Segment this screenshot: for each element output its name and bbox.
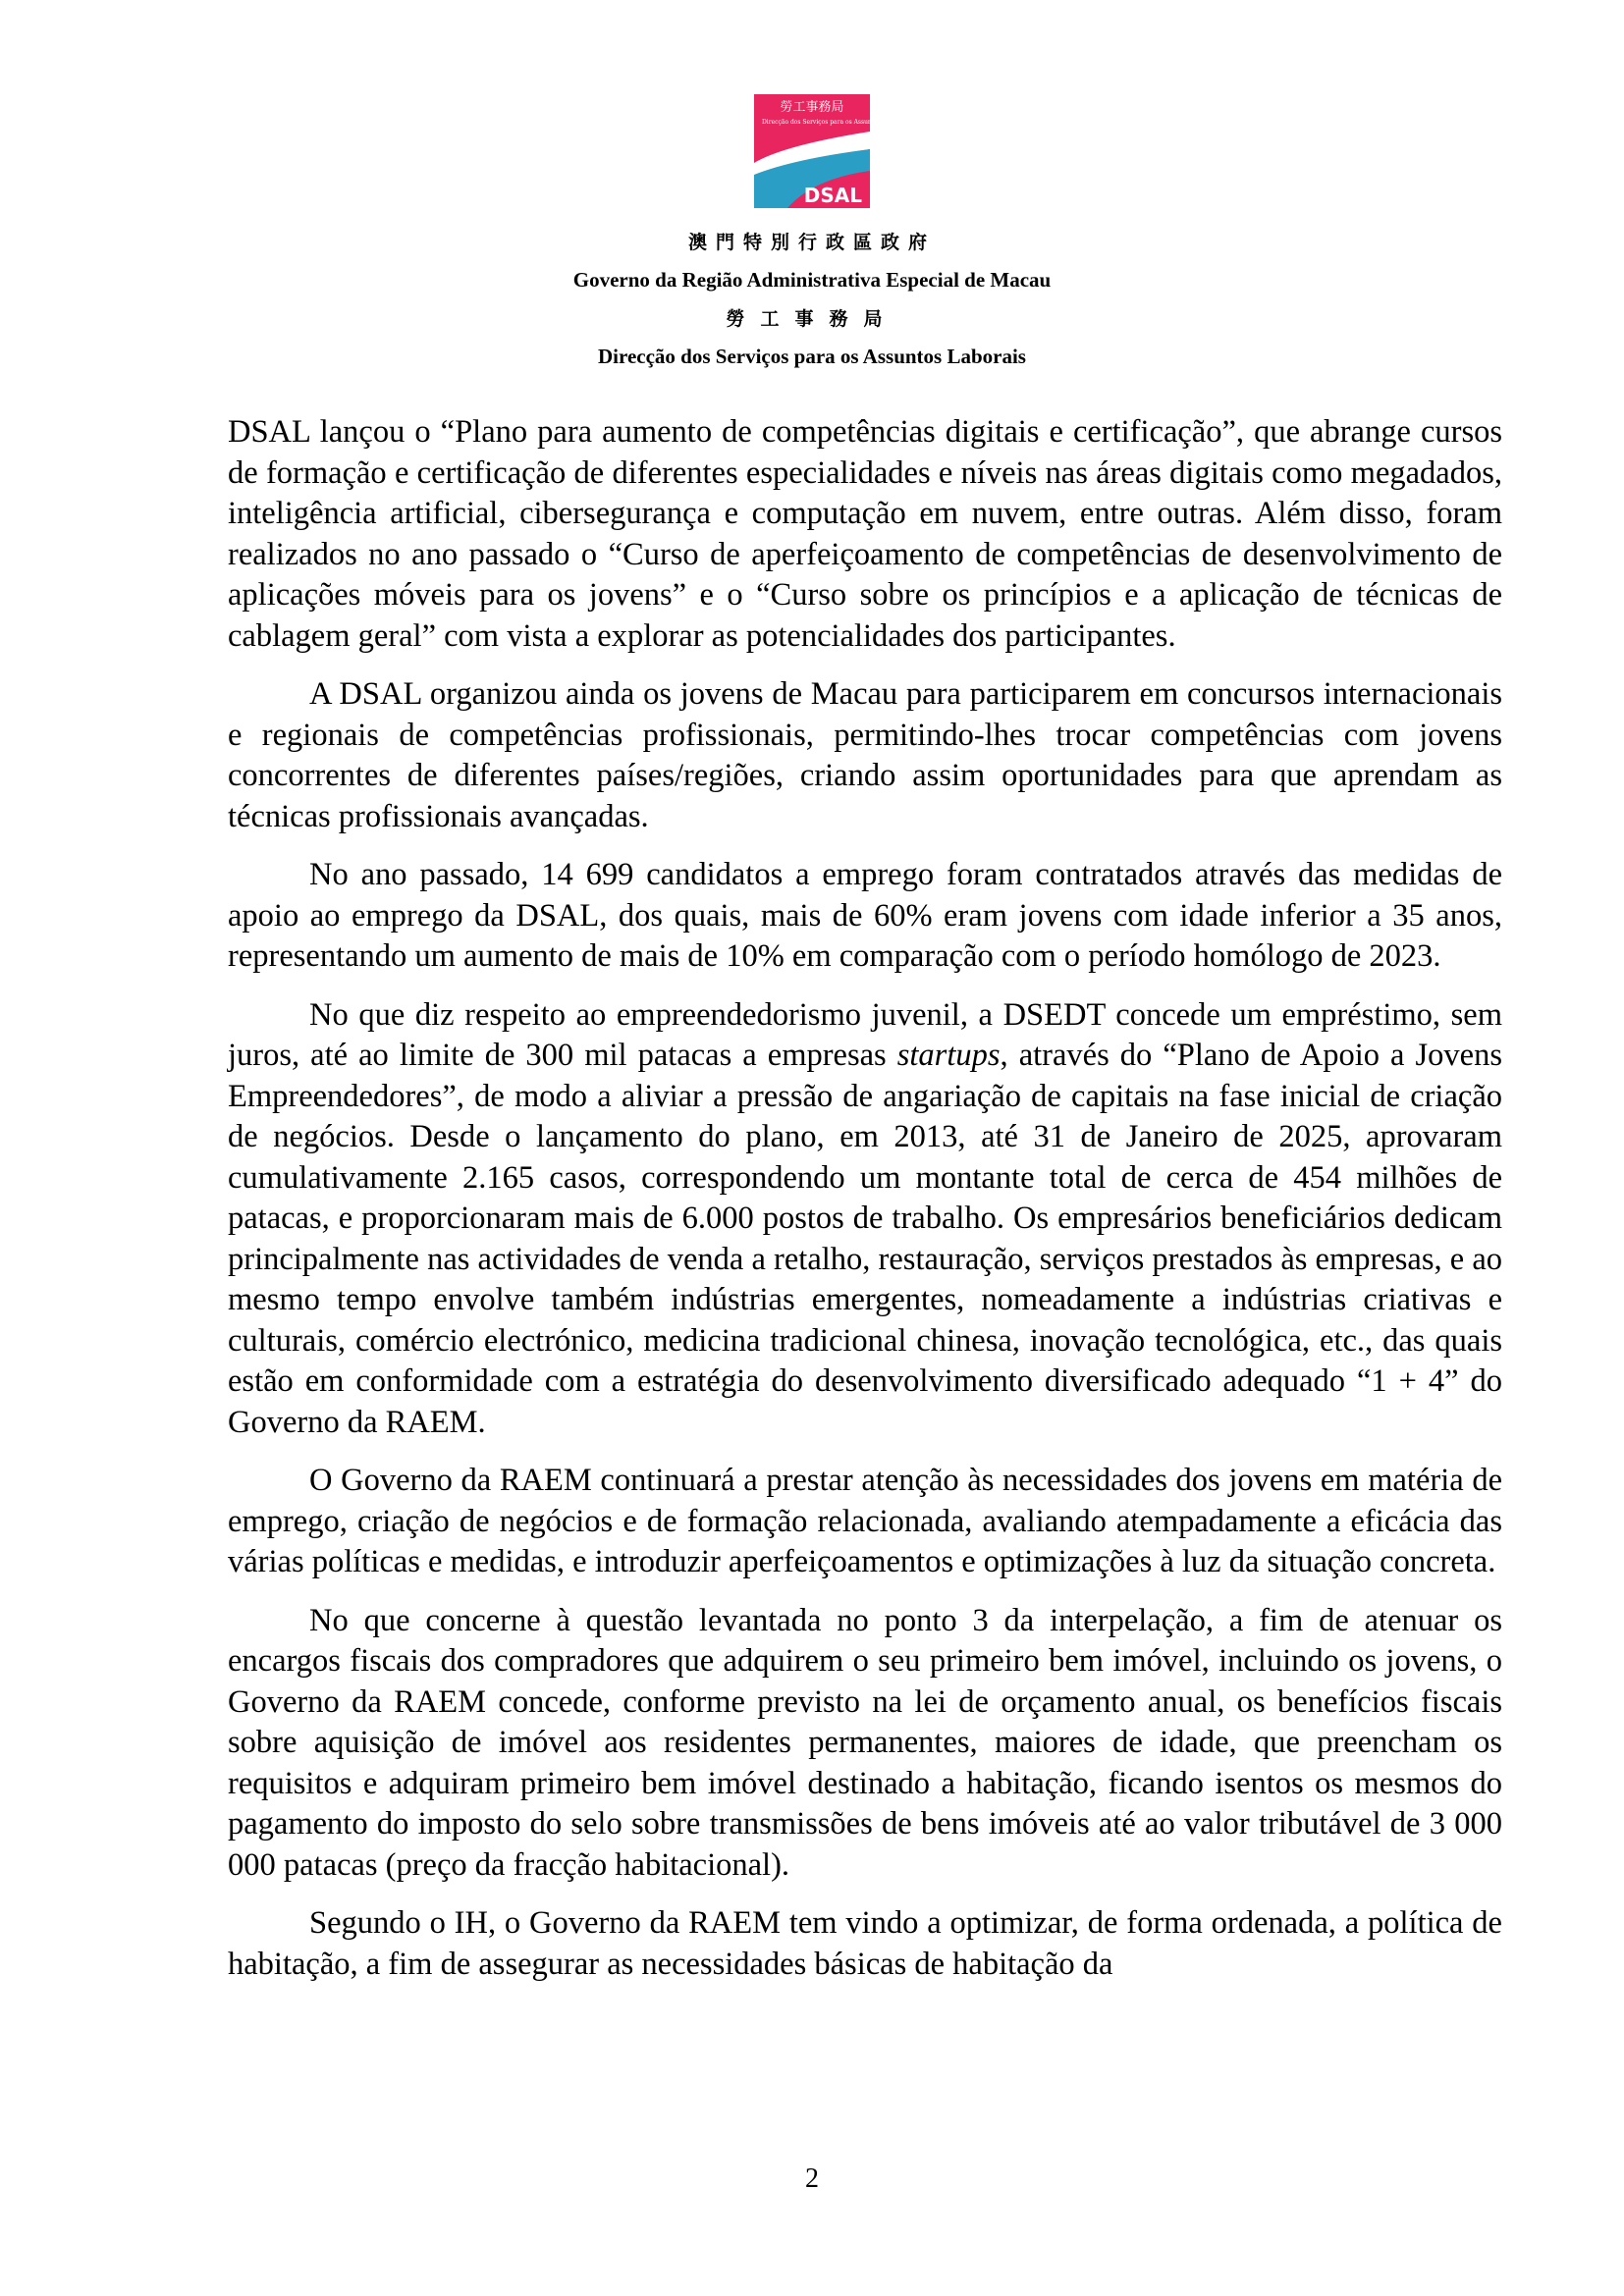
page-number: 2: [805, 2163, 819, 2194]
document-body: [228, 412, 1502, 2002]
government-name-chinese: 澳門特別行政區政府: [687, 232, 936, 253]
paragraph-1: DSAL lançou o “Plano para aumento de competências digitais e certificação”, que abrange cursos de formação e certificação de diferentes especialidades e níveis nas áreas digitais como megadados, inteligência artificial, cibersegurança e computação em nuvem, entre outras. Além disso, foram realizados no ano passado o “Curso de aperfeiçoamento de competências de desenvolvimento de aplicações móveis para os jovens” e o “Curso sobre os princípios e a aplicação de técnicas de cablagem geral” com vista a explorar as potencialidades dos participantes.: [228, 414, 1502, 654]
paragraph-4-part-b: , através do “Plano de Apoio a Jovens Empreendedores”, de modo a aliviar a pressão de angariação de capitais na fase inicial de criação de negócios. Desde o lançamento do plano, em 2013, até 31 de Janeiro de 2025, aprovaram cumulativamente 2.165 casos, correspondendo um montante total de cerca de 454 milhões de patacas, e proporcionaram mais de 6.000 postos de trabalho. Os empresários beneficiários dedicam principalmente nas actividades de venda a retalho, restauração, serviços prestados às empresas, e ao mesmo tempo envolve também indústrias emergentes, nomeadamente a indústrias criativas e culturais, comércio electrónico, medicina tradicional chinesa, inovação tecnológica, etc., das quais estão em conformidade com a estratégia do desenvolvimento diversificado adequado “1 + 4” do Governo da RAEM.: [228, 1038, 1502, 1440]
logo-text-dsal: DSAL: [803, 184, 862, 207]
paragraph-4: [228, 995, 1502, 1444]
department-name-portuguese: Direcção dos Serviços para os Assuntos Laborais: [598, 345, 1026, 368]
paragraph-3: No ano passado, 14 699 candidatos a emprego foram contratados através das medidas de apoio ao emprego da DSAL, dos quais, mais de 60% eram jovens com idade inferior a 35 anos, representando um aumento de mais de 10% em comparação com o período homólogo de 2023.: [228, 857, 1502, 974]
paragraph-5: O Governo da RAEM continuará a prestar atenção às necessidades dos jovens em matéria de emprego, criação de negócios e de formação relacionada, avaliando atempadamente a eficácia das várias políticas e medidas, e introduzir aperfeiçoamentos e optimizações à luz da situação concreta.: [228, 1463, 1502, 1579]
department-name-chinese: 勞工事務局: [726, 308, 898, 330]
letterhead: [0, 94, 1624, 369]
paragraph-7: Segundo o IH, o Governo da RAEM tem vindo a optimizar, de forma ordenada, a política de habitação, a fim de assegurar as necessidades básicas de habitação da: [228, 1905, 1502, 1982]
logo-text-pt: Direcção dos Serviços para os Assuntos Laborais: [762, 119, 909, 126]
government-name-portuguese: Governo da Região Administrativa Especial de Macau: [572, 268, 1052, 292]
dsal-logo: [754, 94, 909, 208]
paragraph-6: No que concerne à questão levantada no ponto 3 da interpelação, a fim de atenuar os encargos fiscais dos compradores que adquirem o seu primeiro bem imóvel, incluindo os jovens, o Governo da RAEM concede, conforme previsto na lei de orçamento anual, os benefícios fiscais sobre aquisição de imóvel aos residentes permanentes, maiores de idade, que preencham os requisitos e adquiram primeiro bem imóvel destinado a habitação, ficando isentos os mesmos do pagamento do imposto do selo sobre transmissões de bens imóveis até ao valor tributável de 3 000 000 patacas (preço da fracção habitacional).: [228, 1602, 1502, 1883]
paragraph-2: A DSAL organizou ainda os jovens de Macau para participarem em concursos internacionais e regionais de competências profissionais, permitindo-lhes trocar competências com jovens concorrentes de diferentes países/regiões, criando assim oportunidades para que aprendam as técnicas profissionais avançadas.: [228, 676, 1502, 834]
paragraph-4-part-a: No que diz respeito ao empreendedorismo juvenil, a DSEDT concede um empréstimo, sem juros, até ao limite de 300 mil patacas a empresas: [228, 996, 1502, 1073]
logo-text-cn: 勞工事務局: [780, 100, 844, 115]
paragraph-4-emphasis: startups: [896, 1038, 1001, 1073]
